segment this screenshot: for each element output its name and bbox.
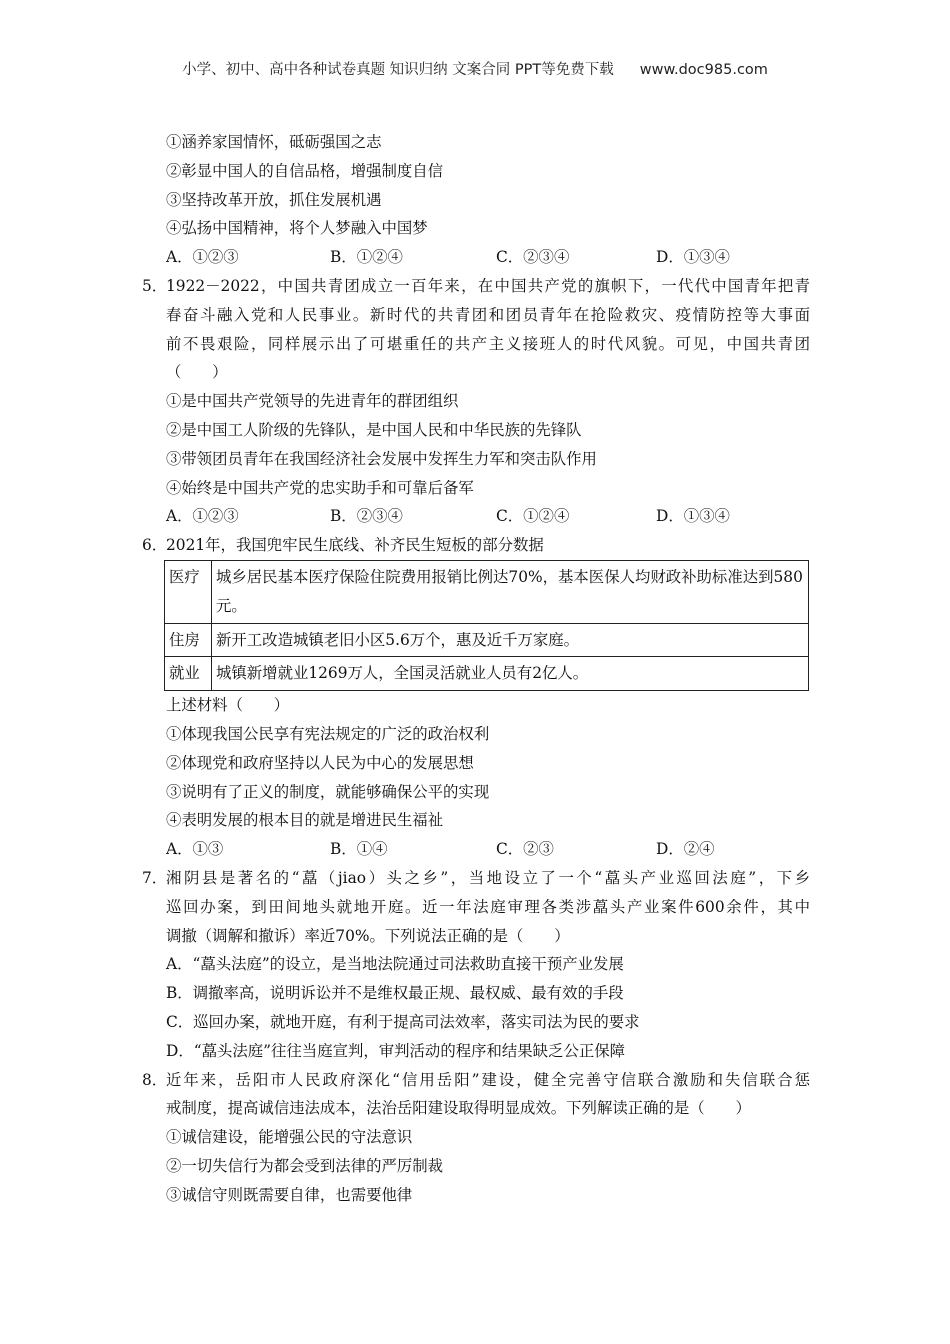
q7-stem-line-3: 调撤（调解和撤诉）率近70%。下列说法正确的是（ ） (166, 926, 570, 945)
q7-option-d[interactable]: D．“藠头法庭”往往当庭宣判，审判活动的程序和结果缺乏公正保障 (166, 1041, 626, 1060)
q6-lead: 上述材料（ ） (166, 696, 290, 715)
exam-content (142, 128, 810, 1209)
q4-option-b[interactable]: B．①②④ (330, 248, 403, 267)
table-content-cell: 城乡居民基本医疗保险住院费用报销比例达70%，基本医保人均财政补助标准达到580元。 (212, 560, 809, 623)
table-category-cell: 医疗 (165, 560, 212, 623)
q7-option-c[interactable]: C．巡回办案，就地开庭，有利于提高司法效率，落实司法为民的要求 (166, 1012, 640, 1031)
q6-options (142, 835, 810, 864)
q5-item-1: ①是中国共产党领导的先进青年的群团组织 (166, 392, 459, 411)
q5-options (142, 502, 810, 531)
table-row (165, 657, 809, 691)
q6-item-2: ②体现党和政府坚持以人民为中心的发展思想 (166, 753, 474, 772)
question-6 (142, 531, 810, 560)
q7-option-b[interactable]: B．调撤率高，说明诉讼并不是维权最正规、最权威、最有效的手段 (166, 984, 624, 1003)
page-header (0, 58, 950, 79)
q5-option-a[interactable]: A．①②③ (166, 507, 239, 526)
q7-stem-line-2: 巡回办案，到田间地头就地开庭。近一年法庭审理各类涉藠头产业案件600余件，其中 (166, 897, 810, 916)
q4-option-d[interactable]: D．①③④ (656, 248, 730, 267)
q5-option-c[interactable]: C．①②④ (496, 507, 570, 526)
q5-stem-line-4: （ ） (166, 363, 228, 382)
q4-item-4: ④弘扬中国精神，将个人梦融入中国梦 (166, 219, 428, 238)
q4-item-2: ②彰显中国人的自信品格，增强制度自信 (166, 161, 444, 180)
q6-item-3: ③说明有了正义的制度，就能够确保公平的实现 (166, 782, 490, 801)
q5-number: 5． (142, 276, 168, 295)
q5-item-2: ②是中国工人阶级的先锋队，是中国人民和中华民族的先锋队 (166, 420, 582, 439)
q5-option-b[interactable]: B．②③④ (330, 507, 403, 526)
q4-options (142, 243, 810, 272)
q6-option-d[interactable]: D．②④ (656, 840, 715, 859)
q7-stem-line-1: 湘阴县是著名的“藠（jiao）头之乡”，当地设立了一个“藠头产业巡回法庭”，下乡 (166, 868, 810, 887)
q6-item-4: ④表明发展的根本目的就是增进民生福祉 (166, 811, 444, 830)
q4-item-1: ①涵养家国情怀，砥砺强国之志 (166, 133, 382, 151)
question-5 (142, 272, 810, 387)
q5-stem-line-2: 春奋斗融入党和人民事业。新时代的共青团和团员青年在抢险救灾、疫情防控等大事面 (166, 305, 810, 324)
q8-item-3: ③诚信守则既需要自律，也需要他律 (166, 1185, 413, 1204)
q6-option-a[interactable]: A．①③ (166, 840, 224, 859)
table-row (165, 560, 809, 623)
table-category-cell: 就业 (165, 657, 212, 691)
q5-stem-line-3: 前不畏艰险，同样展示出了可堪重任的共产主义接班人的时代风貌。可见，中国共青团 (166, 334, 810, 353)
table-row (165, 623, 809, 657)
q6-stem: 2021年，我国兜牢民生底线、补齐民生短板的部分数据 (166, 536, 544, 555)
q4-option-a[interactable]: A．①②③ (166, 248, 239, 267)
q5-option-d[interactable]: D．①③④ (656, 507, 730, 526)
q8-stem-line-2: 戒制度，提高诚信违法成本，法治岳阳建设取得明显成效。下列解读正确的是（ ） (166, 1099, 751, 1118)
q6-data-table (164, 560, 809, 691)
q6-item-1: ①体现我国公民享有宪法规定的广泛的政治权利 (166, 724, 490, 743)
table-content-cell: 城镇新增就业1269万人，全国灵活就业人员有2亿人。 (212, 657, 809, 691)
q6-number: 6． (142, 536, 168, 555)
table-category-cell: 住房 (165, 623, 212, 657)
q5-item-4: ④始终是中国共产党的忠实助手和可靠后备军 (166, 478, 474, 497)
q8-stem-line-1: 近年来，岳阳市人民政府深化“信用岳阳”建设，健全完善守信联合激励和失信联合惩 (166, 1070, 810, 1089)
q8-number: 8． (142, 1070, 168, 1089)
q8-item-1: ①诚信建设，能增强公民的守法意识 (166, 1128, 413, 1147)
q5-item-3: ③带领团员青年在我国经济社会发展中发挥生力军和突击队作用 (166, 449, 597, 468)
table-content-cell: 新开工改造城镇老旧小区5.6万个，惠及近千万家庭。 (212, 623, 809, 657)
q5-stem-line-1: 1922－2022，中国共青团成立一百年来，在中国共产党的旗帜下，一代代中国青年把青 (166, 276, 810, 295)
question-8 (142, 1066, 810, 1124)
header-text: 小学、初中、高中各种试卷真题 知识归纳 文案合同 PPT等免费下载 (182, 62, 614, 78)
q7-number: 7． (142, 868, 168, 887)
question-7 (142, 864, 810, 950)
q4-option-c[interactable]: C．②③④ (496, 248, 570, 267)
q4-item-3: ③坚持改革开放，抓住发展机遇 (166, 190, 382, 209)
q6-option-b[interactable]: B．①④ (330, 840, 388, 859)
header-url[interactable]: www.doc985.com (639, 62, 768, 78)
q8-item-2: ②一切失信行为都会受到法律的严厉制裁 (166, 1156, 444, 1175)
q6-option-c[interactable]: C．②③ (496, 840, 554, 859)
q7-option-a[interactable]: A．“藠头法庭”的设立，是当地法院通过司法救助直接干预产业发展 (166, 955, 624, 974)
question-4-continued (142, 128, 810, 272)
